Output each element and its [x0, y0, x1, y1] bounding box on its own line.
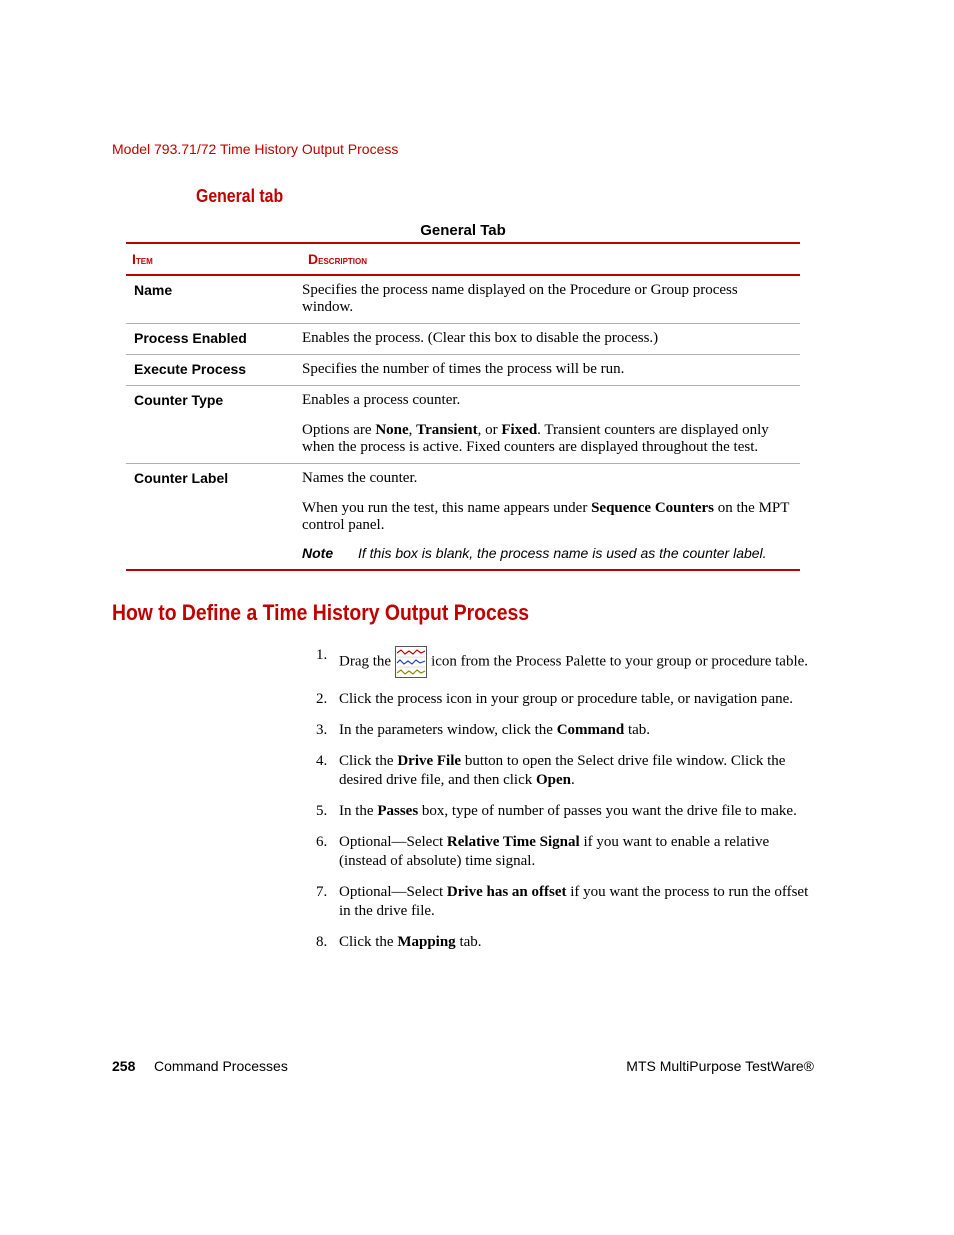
page-number: 258: [112, 1058, 136, 1074]
table-row: [126, 464, 800, 571]
row-description: Specifies the number of times the process will be run.: [302, 355, 800, 386]
list-item: 8. Click the Mapping tab.: [316, 934, 482, 950]
general-tab-table: [126, 242, 800, 571]
row-item: Counter Type: [126, 386, 302, 464]
row-description: Enables the process. (Clear this box to disable the process.): [302, 324, 800, 355]
row-item: Name: [126, 275, 302, 324]
row-item: Execute Process: [126, 355, 302, 386]
column-header-description: Description: [302, 243, 800, 275]
footer-chapter: Command Processes: [154, 1058, 288, 1074]
table-header-row: [126, 243, 800, 275]
table-row: [126, 275, 800, 324]
list-item: 7. Optional—Select Drive has an offset if you want the process to run the offset in the drive file.: [316, 884, 809, 919]
list-item: 3. In the parameters window, click the Command tab.: [316, 722, 651, 738]
table-row: [126, 386, 800, 464]
note-text: If this box is blank, the process name is used as the counter label.: [358, 545, 767, 561]
note-label: Note: [302, 545, 334, 561]
list-item: 5. In the Passes box, type of number of passes you want the drive file to make.: [316, 803, 797, 819]
list-item: 2. Click the process icon in your group or procedure table, or navigation pane.: [316, 691, 794, 707]
list-item: 4. Click the Drive File button to open the Select drive file window. Click the desired drive file, and then click Open.: [316, 753, 786, 788]
row-description: Enables a process counter. Options are None, Transient, or Fixed. Transient counters are displayed only when the process is active. Fixed counters are displayed throughout the test.: [302, 386, 800, 464]
note: [302, 545, 792, 562]
row-item: Counter Label: [126, 464, 302, 571]
row-description: Specifies the process name displayed on the Procedure or Group process window.: [302, 275, 800, 324]
table-caption: General Tab: [420, 222, 506, 239]
list-item: 6. Optional—Select Relative Time Signal if you want to enable a relative (instead of absolute) time signal.: [316, 834, 770, 869]
section-heading: General tab: [196, 186, 284, 206]
column-header-item: Item: [126, 243, 302, 275]
row-item: Process Enabled: [126, 324, 302, 355]
table-row: [126, 324, 800, 355]
time-history-output-icon: [395, 646, 427, 678]
list-item: 1. Drag the icon from the Process Palette to your group or procedure table.: [316, 646, 816, 678]
footer-product: MTS MultiPurpose TestWare®: [626, 1058, 814, 1074]
table-row: [126, 355, 800, 386]
procedure-heading: How to Define a Time History Output Process: [112, 600, 530, 625]
procedure-steps: [316, 646, 816, 964]
row-description: Names the counter. When you run the test, this name appears under Sequence Counters on the MPT control panel. Note If this box is blank, the process name is used as the counter label.: [302, 464, 800, 571]
running-header: Model 793.71/72 Time History Output Process: [112, 141, 399, 157]
